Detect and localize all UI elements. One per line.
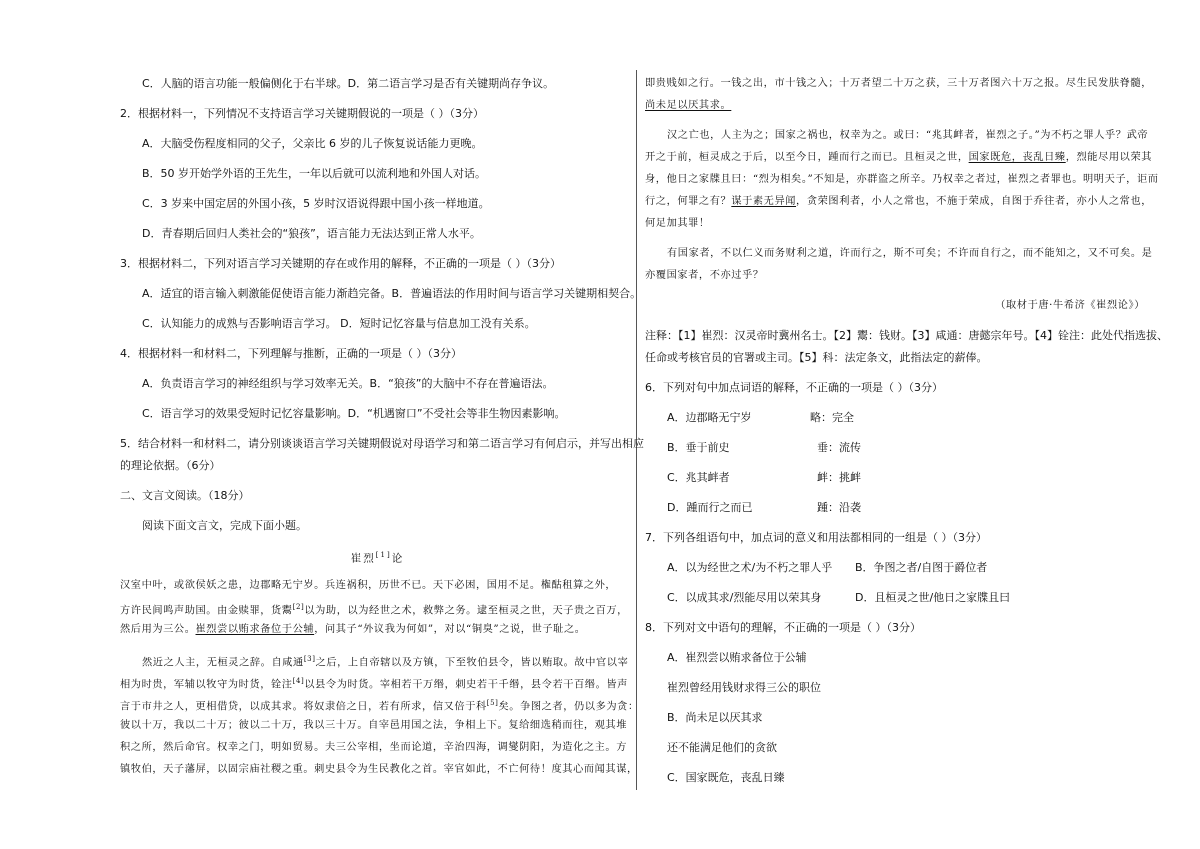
passage-title: 崔烈[1]论	[350, 551, 405, 565]
q7-option-a: A．以为经世之术/为不朽之罪人乎	[667, 561, 833, 574]
q3-option-cd: C．认知能力的成熟与否影响语言学习。 D．短时记忆容量与信息加工没有关系。	[142, 317, 536, 330]
q6-option-b-gloss: 垂：流传	[817, 441, 861, 454]
passage-p2-line-6: 镇牧伯，天子藩屏，以固宗庙社稷之重。刺史县令为生民教化之首。宰官如此，不亡何待！度其心而闻其谋，	[120, 764, 638, 775]
q1-option-cd: C．人脑的语言功能一般偏侧化于右半球。D．第二语言学习是否有关键期尚存争议。	[142, 77, 555, 90]
q6-option-a-gloss: 略：完全	[810, 411, 854, 424]
notes-line-1: 注释：【1】崔烈：汉灵帝时冀州名士。【2】鬻：钱财。【3】咸通：唐懿宗年号。【4】铨注：此处代指选拔、	[645, 329, 1168, 342]
q8-option-c: C．国家既危，丧乱日臻	[667, 771, 785, 784]
q8-option-b-translation: 还不能满足他们的贪欲	[667, 741, 777, 754]
passage-p2-line-1: 然近之人主，无桓灵之辞。自咸通[3]之后，上自帝辖以及方镇，下至牧伯县令，皆以贿取。故中官以宰	[142, 655, 629, 669]
notes-line-2: 任命或考核官员的官署或主司。【5】科：法定条文，此指法定的薪俸。	[645, 351, 988, 364]
q7-option-c: C．以成其求/烈能尽用以荣其身	[667, 591, 822, 604]
q6-option-a: A．边郡略无宁岁	[667, 411, 752, 424]
q4-option-cd: C．语言学习的效果受短时记忆容量影响。D．“机遇窗口”不受社会等非生物因素影响。	[142, 407, 566, 420]
passage-p2-line-7: 即贵贱如之行。一钱之出，市十钱之入；十万者望二十万之获，三十万者图六十万之报。尽生民发肤脊髓，	[645, 78, 1153, 89]
passage-p3-line-4: 行之，何罪之有？谋于素无异闻，贪荣图利者，小人之常也，不施于荣成，自图于乔往者，亦小人之常也，	[645, 196, 1153, 207]
q8-option-a-translation: 崔烈曾经用钱财求得三公的职位	[667, 681, 821, 694]
passage-p4-line-2: 亦覆国家者，不亦过乎？	[645, 270, 764, 281]
passage-p3-line-2: 开之于前，桓灵成之于后，以至今日，踵而行之而已。且桓灵之世，国家既危，丧乱日臻，烈能尽用以荣其	[645, 152, 1153, 163]
question-2: 2．根据材料一，下列情况不支持语言学习关键期假说的一项是（ ）（3分）	[120, 107, 484, 120]
passage-p3-line-3: 身，他日之家牒且曰：“烈为相矣。”不知是，亦群盗之所辛。乃权幸之者过，崔烈之者罪也。明明天子，讵而	[645, 174, 1159, 185]
passage-source: （取材于唐·牛希济《崔烈论》）	[995, 300, 1145, 311]
q6-option-c-gloss: 衅：挑衅	[817, 471, 861, 484]
passage-p2-line-5: 积之所，然后命官。权幸之门，明如贸易。夫三公宰相，坐而论道，辛治四海，调燮阴阳，为造化之主。方	[120, 742, 628, 753]
q4-option-ab: A．负责语言学习的神经组织与学习效率无关。B．“狼孩”的大脑中不存在普遍语法。	[142, 377, 554, 390]
passage-p2-line-2: 相为时贵，军辅以牧守为时货，铨注[4]以县令为时货。宰相若干万缗，刺史若干千缗，县令若干百缗。皆声	[120, 677, 628, 691]
q2-option-a: A．大脑受伤程度相同的父子，父亲比 6 岁的儿子恢复说话能力更晚。	[142, 137, 483, 150]
passage-p4-line-1: 有国家者，不以仁义而务财利之道，许而行之，斯不可矣；不许而自行之，而不能知之，又不可矣。是	[667, 248, 1153, 259]
question-5-line-1: 5．结合材料一和材料二，请分别谈谈语言学习关键期假说对母语学习和第二语言学习有何启示，并写出相应	[120, 437, 644, 450]
q7-option-b: B．争图之者/自图于爵位者	[855, 561, 988, 574]
question-3: 3．根据材料二，下列对语言学习关键期的存在或作用的解释，不正确的一项是（ ）（3分）	[120, 257, 561, 270]
question-4: 4．根据材料一和材料二，下列理解与推断，正确的一项是（ ）（3分）	[120, 347, 462, 360]
question-8: 8．下列对文中语句的理解，不正确的一项是（ ）（3分）	[645, 621, 921, 634]
passage-p2-line-4: 彼以十万，我以二十万；彼以二十万，我以三十万。自宰邑用国之法，争相上下。复给细选稍而往，观其堆	[120, 720, 628, 731]
passage-p3-line-5: 何足加其罪！	[645, 218, 710, 229]
q2-option-b: B．50 岁开始学外语的王先生，一年以后就可以流利地和外国人对话。	[142, 167, 487, 180]
section-2-heading: 二、文言文阅读。（18分）	[120, 489, 250, 502]
q7-option-d: D．且桓灵之世/他日之家牒且曰	[855, 591, 1011, 604]
column-divider	[636, 70, 637, 790]
q6-option-b: B．垂于前史	[667, 441, 730, 454]
question-5-line-2: 的理论依据。（6分）	[120, 459, 221, 472]
passage-p2-line-8: 尚未足以厌其求。	[645, 100, 732, 111]
passage-p3-line-1: 汉之亡也，人主为之；国家之祸也，权幸为之。或曰：“兆其衅者，崔烈之子。”为不朽之罪人乎？武帝	[667, 130, 1149, 141]
passage-p1-line-2: 方许民间鸣声助国。由金赎罪，货鬻[2]以为助，以为经世之术，救弊之务。逮至桓灵之世，天子贵之百万，	[120, 603, 628, 617]
passage-p1-line-3: 然后用为三公。崔烈尝以贿求备位于公辅，问其子“外议我为何如”，对以“铜臭”之说，世子耻之。	[120, 624, 586, 635]
q8-option-a: A．崔烈尝以贿求备位于公辅	[667, 651, 807, 664]
passage-p1-line-1: 汉室中叶，或欲侯妖之患，边郡略无宁岁。兵连祸积，历世不已。天下必困，国用不足。権酤租算之外，	[120, 580, 617, 591]
q6-option-d: D．踵而行之而已	[667, 501, 753, 514]
q8-option-b: B．尚未足以厌其求	[667, 711, 763, 724]
q2-option-d: D．青春期后回归人类社会的“狼孩”，语言能力无法达到正常人水平。	[142, 227, 481, 240]
question-6: 6．下列对句中加点词语的解释，不正确的一项是（ ）（3分）	[645, 381, 943, 394]
q3-option-ab: A．适宜的语言输入刺激能促使语言能力渐趋完备。B．普遍语法的作用时间与语言学习关键期相契合。	[142, 287, 642, 300]
reading-instruction: 阅读下面文言文，完成下面小题。	[142, 519, 307, 532]
question-7: 7．下列各组语句中，加点词的意义和用法都相同的一组是（ ）（3分）	[645, 531, 987, 544]
passage-p2-line-3: 言于市井之人，更相借贷，以成其求。将奴隶倍之日，若有所求，信又倍于科[5]矣。争图之者，仍以多为贪：	[120, 699, 639, 713]
q2-option-c: C．3 岁来中国定居的外国小孩，5 岁时汉语说得跟中国小孩一样地道。	[142, 197, 490, 210]
q6-option-c: C．兆其衅者	[667, 471, 730, 484]
q6-option-d-gloss: 踵：沿袭	[817, 501, 861, 514]
